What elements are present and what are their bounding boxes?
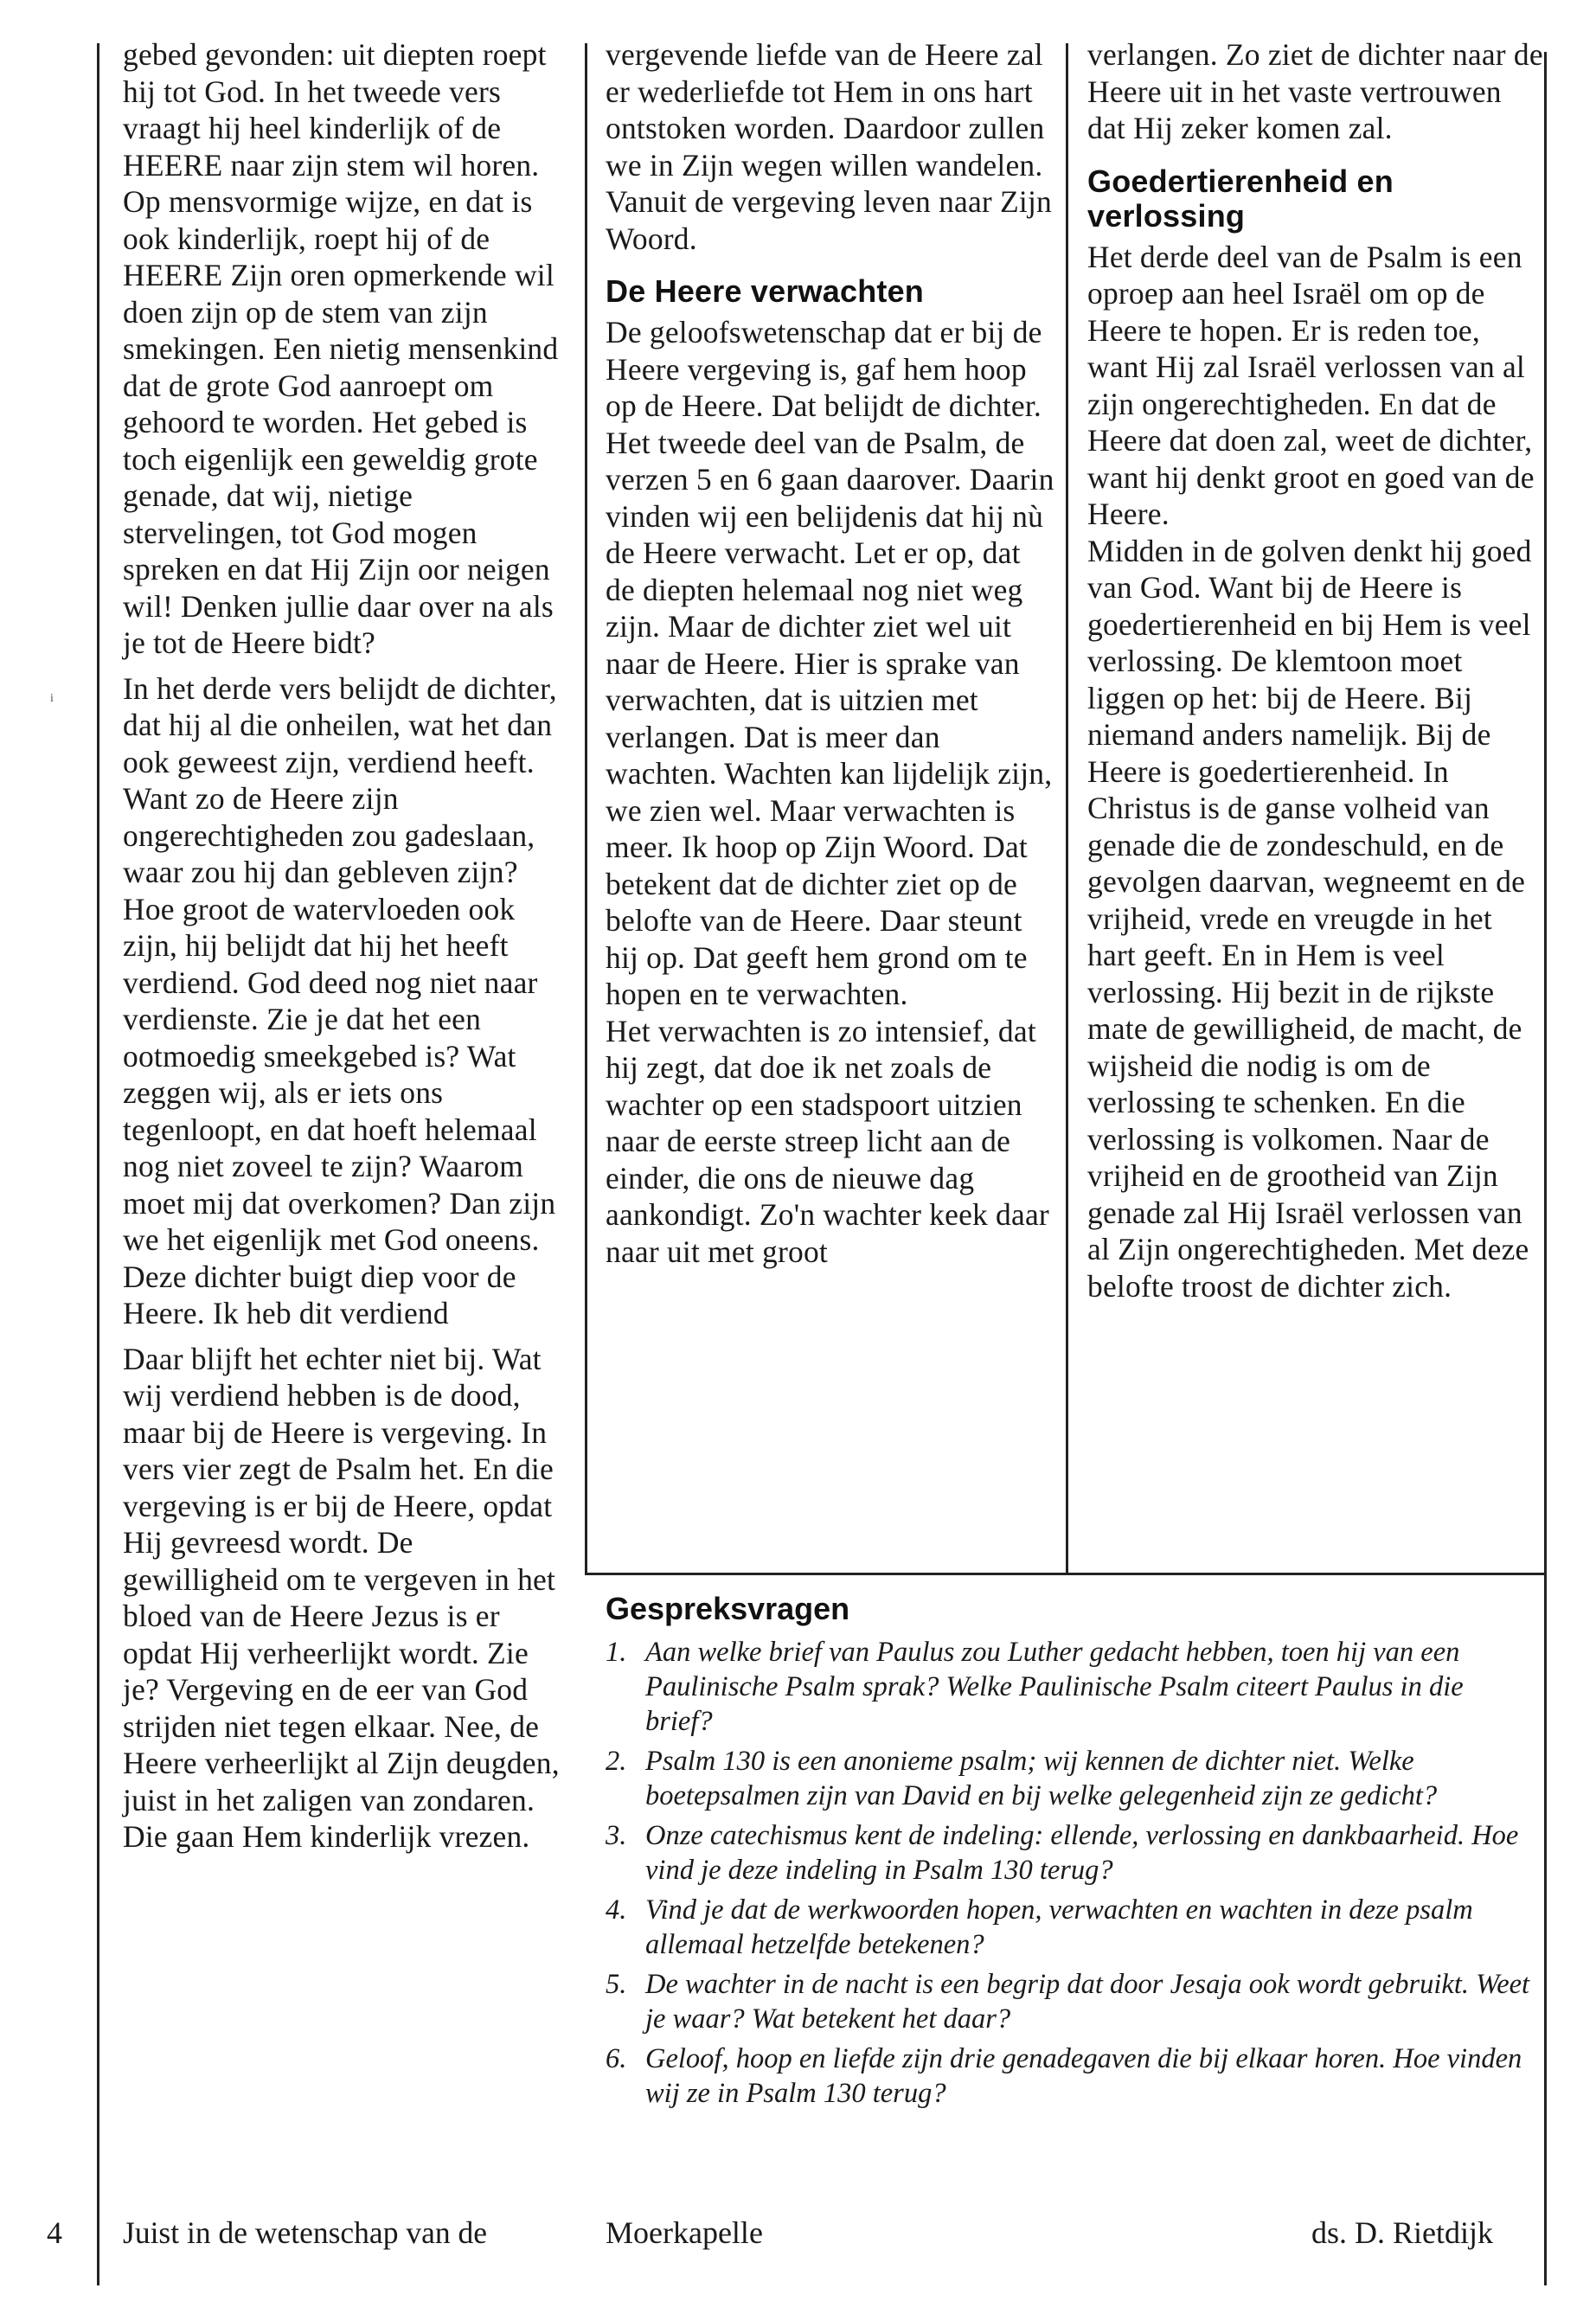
stray-mark: i <box>50 692 54 705</box>
footer-location: Moerkapelle <box>606 2215 763 2250</box>
footer-author: ds. D. Rietdijk <box>1311 2215 1494 2250</box>
col3-paragraph-2: Midden in de golven denkt hij goed van God. Want bij de Heere is goedertierenheid en bij Hem is veel verlossing. De klemtoon moet liggen op het: bij de Heere. Bij niemand anders namelijk. Bij de Heere is goedertierenheid. In Christus is de ganse volheid van genade die de zondeschuld, en de gevolgen daarvan, wegneemt en de vrijheid, vrede en vreugde in het hart geeft. En in Hem is veel verlossing. Hij bezit in de rijkste mate de gewilligheid, de macht, de wijsheid die nodig is om de verlossing te schenken. En die verlossing is volkomen. Naar de vrijheid en de grootheid van Zijn genade zal Hij Israël verlossen van al Zijn ongerechtigheden. Met deze belofte troost de dichter zich. <box>1087 533 1532 1304</box>
question-number: 2. <box>606 1746 627 1777</box>
discussion-questions <box>606 1585 1531 2116</box>
question-text: Psalm 130 is een anonieme psalm; wij kennen de dichter niet. Welke boetepsalmen zijn van David en bij welke gelegenheid zijn ze gedicht? <box>645 1746 1438 1811</box>
col2-paragraph-2: Het verwachten is zo intensief, dat hij zegt, dat doe ik net zoals de wachter op een stadspoort uitzien naar de eerste streep licht aan de einder, die ons de nieuwe dag aankondigt. Zo'n wachter keek daar naar uit met groot <box>606 1013 1049 1269</box>
page-number: 4 <box>47 2215 62 2250</box>
question-item <box>606 1967 1531 2036</box>
article-column-2 <box>606 36 1055 1270</box>
section-heading-verwachten: De Heere verwachten <box>606 273 924 309</box>
question-text: Vind je dat de werkwoorden hopen, verwachten en wachten in deze psalm allemaal hetzelfde betekenen? <box>645 1894 1473 1960</box>
question-number: 5. <box>606 1969 627 2000</box>
col1-paragraph-3: Daar blijft het echter niet bij. Wat wij verdiend hebben is de dood, maar bij de Heere is vergeving. In vers vier zegt de Psalm het. En die vergeving is er bij de Heere, opdat Hij gevreesd wordt. De gewilligheid om te vergeven in het bloed van de Heere Jezus is er opdat Hij verheerlijkt wordt. Zie je? Vergeving en de eer van God strijden niet tegen elkaar. Nee, de Heere verheerlijkt al Zijn deugden, juist in het zaligen van zondaren. Die gaan Hem kinderlijk vrezen. <box>123 1341 560 1854</box>
question-item <box>606 1893 1531 1962</box>
question-number: 3. <box>606 1820 627 1851</box>
question-number: 1. <box>606 1637 627 1668</box>
column-rule-middle <box>585 43 587 1574</box>
question-number: 4. <box>606 1894 627 1926</box>
col3-paragraph-1: Het derde deel van de Psalm is een oproep aan heel Israël om op de Heere te hopen. Er is reden toe, want Hij zal Israël verlossen van al zijn ongerechtigheden. En dat de Heere dat doen zal, weet de dichter, want hij denkt groot en goed van de Heere. <box>1087 239 1535 531</box>
question-item <box>606 1744 1531 1813</box>
question-text: Onze catechismus kent de indeling: ellende, verlossing en dankbaarheid. Hoe vind je deze indeling in Psalm 130 terug? <box>645 1820 1519 1886</box>
questions-top-rule <box>585 1573 1547 1575</box>
col2-paragraph-1: De geloofswetenschap dat er bij de Heere vergeving is, gaf hem hoop op de Heere. Dat belijdt de dichter. Het tweede deel van de Psalm, de verzen 5 en 6 gaan daarover. Daarin vinden wij een belijdenis dat hij nù de Heere verwacht. Let er op, dat de diepten helemaal nog niet weg zijn. Maar de dichter ziet wel uit naar de Heere. Hier is sprake van verwachten, dat is uitzien met verlangen. Dat is meer dan wachten. Wachten kan lijdelijk zijn, we zien wel. Maar verwachten is meer. Ik hoop op Zijn Woord. Dat betekent dat de dichter ziet op de belofte van de Heere. Daar steunt hij op. Dat geeft hem grond om te hopen en te verwachten. <box>606 315 1054 1011</box>
question-text: Aan welke brief van Paulus zou Luther gedacht hebben, toen hij van een Paulinische Psalm sprak? Welke Paulinische Psalm citeert Paulus in die brief? <box>645 1637 1464 1737</box>
question-text: De wachter in de nacht is een begrip dat door Jesaja ook wordt gebruikt. Weet je waar? Wat betekent het daar? <box>645 1969 1530 2035</box>
column-rule-middle-2 <box>1066 43 1068 1574</box>
question-item <box>606 1635 1531 1739</box>
section-heading-goedertierenheid: Goedertierenheid en verlossing <box>1087 163 1394 234</box>
column-rule-left <box>97 43 99 2285</box>
question-item <box>606 1818 1531 1888</box>
question-text: Geloof, hoop en liefde zijn drie genadegaven die bij elkaar horen. Hoe vinden wij ze in Psalm 130 terug? <box>645 2043 1522 2109</box>
col1-paragraph-1: gebed gevonden: uit diepten roept hij tot God. In het tweede vers vraagt hij heel kinderlijk of de HEERE naar zijn stem wil horen. Op mensvormige wijze, en dat is ook kinderlijk, roept hij of de HEERE Zijn oren opmerkende wil doen zijn op de stem van zijn smekingen. Een nietig mensenkind dat de grote God aanroept om gehoord te worden. Het gebed is toch eigenlijk een geweldig grote genade, dat wij, nietige stervelingen, tot God mogen spreken en dat Hij Zijn oor neigen wil! Denken jullie daar over na als je tot de Heere bidt? <box>123 37 559 660</box>
col1-paragraph-2: In het derde vers belijdt de dichter, dat hij al die onheilen, wat het dan ook geweest zijn, verdiend heeft. Want zo de Heere zijn ongerechtigheden zou gadeslaan, waar zou hij dan gebleven zijn? Hoe groot de watervloeden ook zijn, hij belijdt dat hij het heeft verdiend. God deed nog niet naar verdienste. Zie je dat het een ootmoedig smeekgebed is? Wat zeggen wij, als er iets ons tegenloopt, en dat hoeft helemaal nog niet zoveel te zijn? Waarom moet mij dat overkomen? Dan zijn we het eigenlijk met God oneens. Deze dichter buigt diep voor de Heere. Ik heb dit verdiend <box>123 670 557 1330</box>
questions-heading: Gespreksvragen <box>606 1591 850 1626</box>
questions-right-rule <box>1544 1573 1547 2285</box>
article-column-1 <box>123 36 571 1856</box>
article-column-3 <box>1087 36 1546 1304</box>
col1-last-line: Juist in de wetenschap van de <box>123 2215 487 2250</box>
question-item <box>606 2041 1531 2111</box>
question-number: 6. <box>606 2043 627 2074</box>
col2-intro: vergevende liefde van de Heere zal er wederliefde tot Hem in ons hart ontstoken worden. Daardoor zullen we in Zijn wegen willen wandelen. Vanuit de vergeving leven naar Zijn Woord. <box>606 37 1052 256</box>
col3-intro: verlangen. Zo ziet de dichter naar de Heere uit in het vaste vertrouwen dat Hij zeker komen zal. <box>1087 37 1543 145</box>
